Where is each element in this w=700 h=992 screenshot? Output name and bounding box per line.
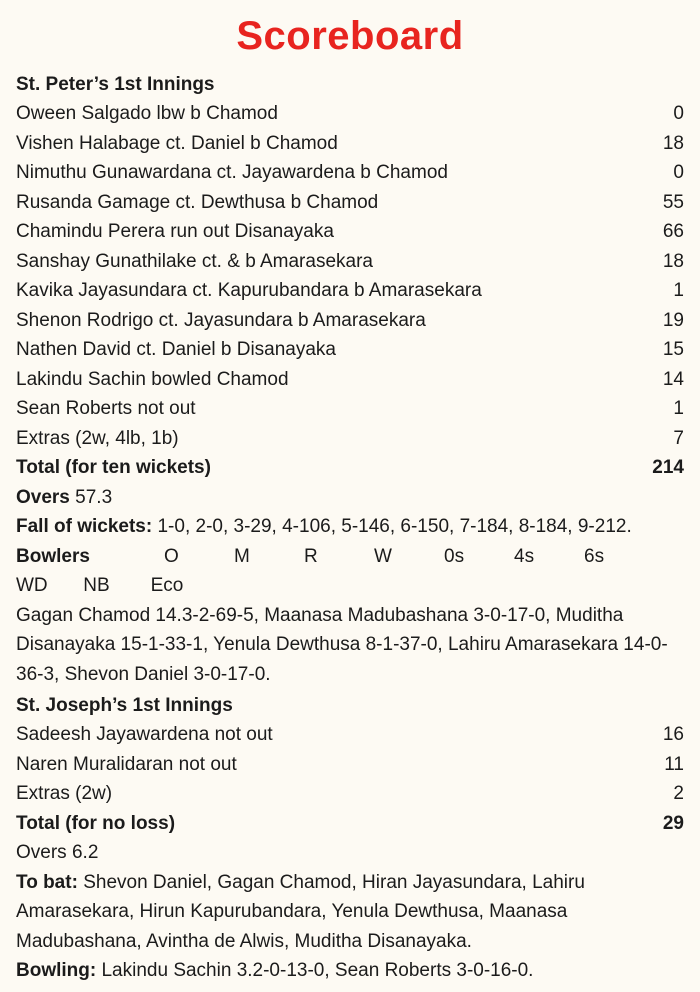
- batsman-row: [16, 158, 684, 188]
- bowlers-col-r: R: [304, 545, 318, 567]
- batsman-name: Oween Salgado lbw b Chamod: [16, 103, 278, 124]
- fall-of-wickets-value: 1-0, 2-0, 3-29, 4-106, 5-146, 6-150, 7-184, 8-184, 9-212.: [157, 516, 632, 537]
- extras-row: [16, 779, 684, 809]
- batsman-runs: 1: [673, 398, 684, 419]
- batsman-runs: 1: [673, 280, 684, 301]
- bowlers-col-6s: 6s: [584, 545, 605, 567]
- overs-label: Overs: [16, 842, 67, 863]
- total-label: Total (for no loss): [16, 812, 176, 834]
- batsman-name: Naren Muralidaran not out: [16, 753, 237, 775]
- batsman-row: [16, 217, 684, 247]
- innings-2-total-row: [16, 809, 684, 839]
- overs-label: Overs: [16, 486, 70, 508]
- batsman-row: [16, 129, 684, 159]
- page-title: Scoreboard: [236, 14, 464, 58]
- batsman-name: Vishen Halabage ct. Daniel b Chamod: [16, 132, 338, 154]
- batsman-runs: 11: [664, 753, 684, 775]
- innings-2-heading: St. Joseph’s 1st Innings: [16, 695, 233, 716]
- bowlers-col-eco: Eco: [150, 575, 184, 596]
- innings-1-overs: [16, 483, 684, 513]
- batsman-row: [16, 188, 684, 218]
- innings-2-overs: [16, 838, 684, 868]
- batsman-row: [16, 276, 684, 306]
- to-bat-label: To bat:: [16, 871, 78, 893]
- bowlers-col-o: O: [164, 545, 179, 567]
- batsman-row: [16, 394, 684, 424]
- bowlers-col-m: M: [234, 545, 250, 567]
- bowling-label: Bowling:: [16, 960, 97, 981]
- batsman-row: [16, 99, 684, 129]
- top-margin: [16, 4, 684, 10]
- batsman-runs: 18: [662, 250, 684, 272]
- extras-runs: 7: [673, 427, 684, 449]
- batsman-row: [16, 750, 684, 780]
- batsman-runs: 0: [673, 103, 684, 124]
- batsman-row: [16, 335, 684, 365]
- total-runs: 29: [662, 812, 684, 834]
- bowling-value: Lakindu Sachin 3.2-0-13-0, Sean Roberts 3-0-16-0.: [101, 960, 534, 981]
- batsman-name: Sean Roberts not out: [16, 398, 196, 419]
- bowlers-column-header-2: [16, 571, 684, 601]
- extras-label: Extras (2w): [16, 783, 113, 804]
- batsman-runs: 15: [662, 339, 684, 360]
- batsman-runs: 19: [662, 309, 684, 331]
- batsman-row: [16, 306, 684, 336]
- fall-of-wickets: [16, 512, 684, 542]
- extras-row: [16, 424, 684, 454]
- overs-value: 57.3: [75, 486, 113, 508]
- bowlers-col-wd: WD: [16, 575, 48, 596]
- batsman-runs: 66: [662, 221, 684, 242]
- bowlers-label: Bowlers: [16, 545, 90, 567]
- fall-of-wickets-label: Fall of wickets:: [16, 516, 153, 537]
- innings-1-heading: St. Peter’s 1st Innings: [16, 74, 215, 95]
- bowlers-column-header: [16, 542, 684, 572]
- overs-value: 6.2: [71, 842, 99, 863]
- batsman-name: Chamindu Perera run out Disanayaka: [16, 221, 334, 242]
- total-label: Total (for ten wickets): [16, 457, 211, 478]
- bowlers-col-0s: 0s: [444, 545, 465, 567]
- to-bat: [16, 868, 684, 957]
- batsman-row: [16, 247, 684, 277]
- batsman-name: Rusanda Gamage ct. Dewthusa b Chamod: [16, 191, 379, 213]
- batsman-name: Nimuthu Gunawardana ct. Jayawardena b Chamod: [16, 162, 448, 183]
- batsman-runs: 14: [662, 368, 684, 390]
- innings-1-total-row: [16, 453, 684, 483]
- batsman-row: [16, 720, 684, 750]
- batsman-row: [16, 365, 684, 395]
- batsman-runs: 55: [662, 191, 684, 213]
- batsman-name: Sadeesh Jayawardena not out: [16, 724, 273, 745]
- batsman-name: Kavika Jayasundara ct. Kapurubandara b Amarasekara: [16, 280, 482, 301]
- bowlers-col-nb: NB: [83, 575, 110, 596]
- to-bat-value: Shevon Daniel, Gagan Chamod, Hiran Jayasundara, Lahiru Amarasekara, Hirun Kapurubandara, Yenula Dewthusa, Maanasa Madubashana, Avintha de Alwis, Muditha Disanayaka.: [16, 871, 585, 952]
- extras-label: Extras (2w, 4lb, 1b): [16, 427, 179, 449]
- batsman-runs: 16: [662, 724, 684, 745]
- innings-2-bowling: [16, 956, 684, 986]
- total-runs: 214: [652, 457, 684, 478]
- batsman-runs: 18: [662, 132, 684, 154]
- batsman-runs: 0: [673, 162, 684, 183]
- extras-runs: 2: [673, 783, 684, 804]
- bowlers-col-4s: 4s: [514, 545, 535, 567]
- batsman-name: Sanshay Gunathilake ct. & b Amarasekara: [16, 250, 373, 272]
- batsman-name: Lakindu Sachin bowled Chamod: [16, 368, 289, 390]
- innings-1-bowling-figures: Gagan Chamod 14.3-2-69-5, Maanasa Madubashana 3-0-17-0, Muditha Disanayaka 15-1-33-1, Yenula Dewthusa 8-1-37-0, Lahiru Amarasekara 14-0-36-3, Shevon Daniel 3-0-17-0.: [16, 604, 668, 685]
- bowlers-col-w: W: [374, 545, 392, 567]
- batsman-name: Nathen David ct. Daniel b Disanayaka: [16, 339, 337, 360]
- batsman-name: Shenon Rodrigo ct. Jayasundara b Amarasekara: [16, 309, 426, 331]
